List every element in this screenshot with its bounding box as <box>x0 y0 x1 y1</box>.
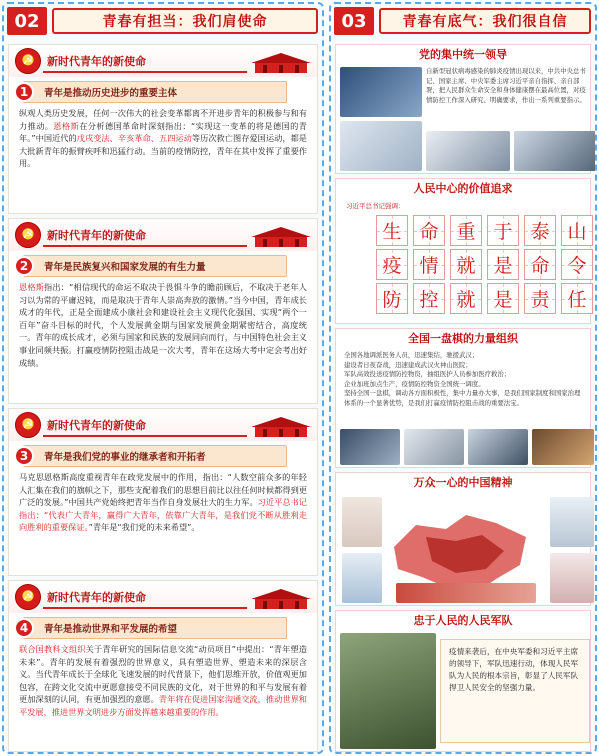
subtitle-number: 3 <box>14 446 34 466</box>
subtitle-number: 1 <box>14 82 34 102</box>
medic-photo <box>342 553 382 603</box>
text-run: 纵观人类历史发展，任何一次伟大的社会变革都离不开进步青年的积极参与和有力推动。 <box>19 108 307 131</box>
slogan-char: 责 <box>524 283 556 314</box>
right-column-header <box>331 4 595 42</box>
section-number: 03 <box>334 7 374 35</box>
slogan-grid <box>376 215 593 314</box>
mission-section-4 <box>8 580 318 752</box>
doctor-photo <box>404 429 464 465</box>
subtitle-banner <box>19 81 287 103</box>
section-header <box>336 179 590 197</box>
divider <box>43 435 247 437</box>
text-line: 坚持全国一盘棋，调动各方面积极性，集中力量办大事，是我们国家制度和国家治理体系的一个显著优势，是我们打赢疫情防控阻击战的重要法宝。 <box>344 389 581 407</box>
subtitle-banner <box>19 445 287 467</box>
party-emblem-icon <box>15 412 41 438</box>
text-run: 关于青年研究的国际信息交流“动员项目”中提出：“青年塑造未来”。青年的发展有着强烈的世界意义，具有塑造世界、塑造未来的深层含义。当代青年成长于全球化飞速发展的时代背景下，他们思维开放，价值观更加包容，在跨文化交流中更愿意接受不同民族的文化，对于世界的和平与发展有着更加深刻的认同，有更加强烈的意愿。 <box>19 644 307 705</box>
text-run: 在分析德国革命时深刻指出：“实现这一变革的将是德国的青年。”中国近代的 <box>19 120 307 144</box>
section-header <box>9 45 317 77</box>
slogan-char: 泰 <box>524 215 556 246</box>
construction-photo <box>468 429 528 465</box>
leader-photo <box>340 67 422 117</box>
text-line: 企业加班加点生产，疫情防控物资全国统一调度。 <box>344 379 485 388</box>
section-header <box>336 45 590 63</box>
text-run: 指出：“相信现代的命运不取决于畏惧斗争的瞻前顾后，不取决于老年人习以为常的平庸迟钝，而是取决于青年人崇高奔放的激情。”当今中国，青年成长成才的年代，正是全面建成小康社会和建设社会主义现代化强国、实现“两个一百年”奋斗目标的时代，个人发展黄金期与国家发展黄金期紧密结合，高度统一。青年的成长成才，必须与国家和民族的发展同向而行，与中国特色社会主义事业同频共振。打赢疫情防控阻击战是一次大考，青年在这场大考中定会考出好成绩。 <box>19 282 307 368</box>
section-title: 党的集中统一领导 <box>419 48 507 61</box>
subtitle-number: 4 <box>14 618 34 638</box>
inspection-photo <box>340 121 422 171</box>
text-run: ”青年是“我们党的未来希望”。 <box>88 522 200 533</box>
tiananmen-icon <box>249 411 313 439</box>
paragraph <box>9 107 317 174</box>
paragraph <box>9 643 317 723</box>
meeting-photo <box>514 131 596 171</box>
army-quote: 疫情来袭后，在中央军委和习近平主席的领导下，军队迅速行动，体现人民军队为人民的根本宗旨，彰显了人民军队捍卫人民安全的坚强力量。 <box>440 639 590 743</box>
nurse-photo <box>342 497 382 547</box>
party-emblem-icon <box>15 48 41 74</box>
mission-section-2 <box>8 218 318 404</box>
section-header <box>336 329 590 347</box>
slogan-char: 令 <box>561 249 593 280</box>
tiananmen-icon <box>249 47 313 75</box>
highlight-run: 联合国教科文组织 <box>19 644 86 654</box>
slogan-char: 任 <box>561 283 593 314</box>
slogan-char: 就 <box>450 283 482 314</box>
party-emblem-icon <box>15 584 41 610</box>
right-title-banner <box>379 8 591 34</box>
divider <box>43 245 247 247</box>
highlight-run: 青年将在促进国家沟通交流，推动世界和平发展，推进世界文明进步方面发挥越来越重要的作用。 <box>19 694 307 717</box>
slogan-char: 重 <box>450 215 482 246</box>
left-column <box>2 2 324 754</box>
subtitle-text: 青年是民族复兴和国家发展的有生力量 <box>44 262 206 273</box>
national-coordination-section <box>335 328 591 468</box>
right-column <box>329 2 597 754</box>
text-line: 全国各地调派医务人员，迅速集结，驰援武汉； <box>344 351 479 359</box>
national-spirit-section <box>335 472 591 606</box>
highlight-run: 习近平总书记指出：“代表广大青年，赢得广大青年，依靠广大青年，是我们党不断从胜利走向胜利的重要保证。 <box>19 497 307 533</box>
worker-photo <box>550 553 594 603</box>
slogan-char: 命 <box>413 215 445 246</box>
divider <box>43 607 247 609</box>
slogan-char: 生 <box>376 215 408 246</box>
text-run: 马克思恩格斯高度重视青年在政党发展中的作用，指出：“人数空前众多的年轻人汇集在我们的旗帜之下，那些支配着我们的思想目前比以往任何时候都得到更广泛的发展。”中国共产党始终把青年当作自身发展壮大的生力军。 <box>19 472 307 508</box>
slogan-char: 防 <box>376 283 408 314</box>
volunteer-photo <box>550 497 594 547</box>
hospital-photo <box>426 131 510 171</box>
highlight-run: 戊戌变法、辛亥革命、五四运动 <box>76 133 192 144</box>
section-text <box>344 351 584 409</box>
subtitle-text: 青年是推动历史进步的重要主体 <box>44 88 178 99</box>
left-title: 青春有担当：我们肩使命 <box>102 14 268 30</box>
slogan-char: 控 <box>413 283 445 314</box>
subtitle-banner <box>19 617 287 639</box>
subtitle-text: 青年是我们党的事业的继承者和开拓者 <box>44 452 206 463</box>
mission-section-3 <box>8 408 318 576</box>
section-title: 忠于人民的人民军队 <box>413 614 513 627</box>
section-title: 全国一盘棋的力量组织 <box>408 332 518 345</box>
tiananmen-icon <box>249 583 313 611</box>
section-header <box>336 611 590 629</box>
subtitle-number: 2 <box>14 256 34 276</box>
left-column-header <box>4 4 322 42</box>
mission-section-1 <box>8 44 318 214</box>
section-number: 02 <box>7 7 47 35</box>
slogan-char: 是 <box>487 283 519 314</box>
divider <box>43 71 247 73</box>
section-header <box>9 409 317 441</box>
factory-photo <box>532 429 594 465</box>
paragraph <box>9 471 317 538</box>
section-header <box>336 473 590 491</box>
right-title: 青春有底气：我们很自信 <box>402 14 568 30</box>
section-title: 新时代青年的新使命 <box>47 591 146 604</box>
convoy-photo <box>396 583 536 603</box>
slogan-char: 于 <box>487 215 519 246</box>
party-emblem-icon <box>15 222 41 248</box>
slogan-char: 命 <box>524 249 556 280</box>
section-title: 新时代青年的新使命 <box>47 229 146 242</box>
slogan-char: 是 <box>487 249 519 280</box>
section-text: 自新型冠状病毒感染的肺炎疫情出现以来，中共中央总书记、国家主席、中央军委主席习近平亲自指挥、亲自部署，把人民群众生命安全和身体健康摆在最高位置，对疫情防控工作深入研究、明确要求，作出一系列重要指示。 <box>426 67 586 104</box>
section-title: 新时代青年的新使命 <box>47 419 146 432</box>
text-run: 等历次救亡图存爱国运动，都是大批新青年的振臂疾呼和迅猛行动。当前的疫情防控，青年在其中发挥了重要作用。 <box>19 133 307 169</box>
soldiers-photo <box>340 633 436 749</box>
left-title-banner <box>52 8 318 34</box>
slogan-char: 疫 <box>376 249 408 280</box>
section-title: 人民中心的价值追求 <box>413 182 513 195</box>
highlight-run: 恩格斯 <box>53 120 80 131</box>
medical-team-photo <box>340 429 400 465</box>
tiananmen-icon <box>249 221 313 249</box>
slogan-char: 情 <box>413 249 445 280</box>
subtitle-banner <box>19 255 287 277</box>
peoples-army-section <box>335 610 591 752</box>
section-title: 新时代青年的新使命 <box>47 55 146 68</box>
text-line: 建设者日夜奋战，迅速建成武汉火神山医院； <box>344 360 472 369</box>
people-centered-section <box>335 178 591 324</box>
highlight-run: 恩格斯 <box>19 282 45 292</box>
paragraph <box>9 281 317 373</box>
party-leadership-section <box>335 44 591 174</box>
section-header <box>9 219 317 251</box>
slogan-char: 山 <box>561 215 593 246</box>
text-line: 军队高效投送疫情防控物资，抽组医护人员参加医疗救治； <box>344 370 511 379</box>
section-header <box>9 581 317 613</box>
quote-caption: 习近平总书记强调： <box>346 202 405 210</box>
slogan-char: 就 <box>450 249 482 280</box>
section-title: 万众一心的中国精神 <box>413 476 513 489</box>
subtitle-text: 青年是推动世界和平发展的希望 <box>44 624 178 635</box>
